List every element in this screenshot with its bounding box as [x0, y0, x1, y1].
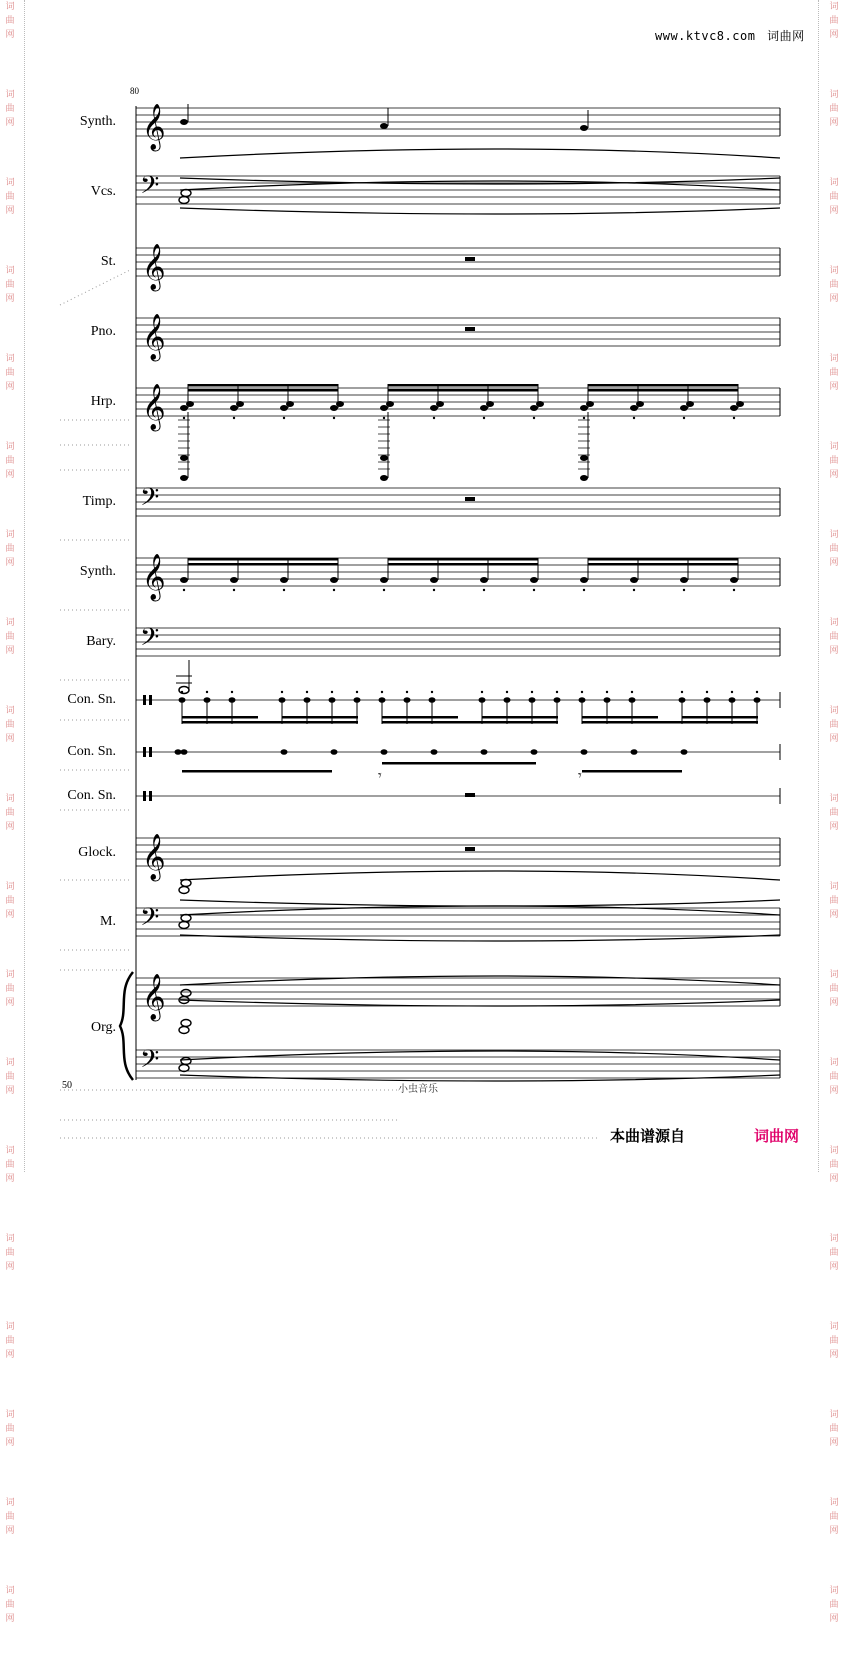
instrument-label-glock: Glock.: [78, 845, 116, 860]
staccato-dot: [433, 417, 435, 419]
note-head: [586, 401, 594, 407]
staccato-dot: [231, 691, 233, 693]
bass-clef-icon: 𝄢: [140, 483, 160, 518]
staccato-dot: [333, 417, 335, 419]
watermark-glyph-group: 词 曲 网: [5, 1234, 15, 1272]
harp-beam: [388, 389, 538, 392]
page-number: 50: [62, 1080, 72, 1091]
instrument-label-m: M.: [100, 914, 116, 929]
snare-beam: [582, 721, 758, 724]
bass-clef-icon: 𝄢: [140, 623, 160, 658]
watermark-glyph-group: 词 曲 网: [5, 1058, 15, 1096]
percussion-clef-icon: [143, 695, 146, 705]
watermark-glyph-group: 词 曲 网: [829, 1058, 839, 1096]
watermark-glyph-group: 词 曲 网: [829, 266, 839, 304]
site-url-text: www.ktvc8.com: [655, 29, 756, 43]
watermark-glyph-group: 词 曲 网: [5, 706, 15, 744]
synth-beam: [388, 563, 538, 566]
tie-slur: [180, 181, 780, 190]
note-head: [436, 401, 444, 407]
staccato-dot: [381, 691, 383, 693]
note-head: [336, 401, 344, 407]
note-head: [331, 749, 338, 755]
instrument-label-con-sn-3: Con. Sn.: [67, 788, 116, 803]
note-head: [530, 577, 538, 583]
tie-slur: [180, 900, 780, 906]
note-head: [180, 455, 188, 461]
staff: [136, 903, 780, 938]
watermark-glyph-group: 词 曲 网: [829, 970, 839, 1008]
note-head: [730, 405, 738, 411]
watermark-glyph-group: 词 曲 网: [5, 354, 15, 392]
note-head: [386, 401, 394, 407]
note-head: [380, 577, 388, 583]
synth-beam: [388, 558, 538, 561]
site-name-text: 词曲网: [767, 29, 805, 43]
note-head: [686, 401, 694, 407]
percussion-clef-icon: [143, 747, 146, 757]
snare-beam: [582, 770, 682, 773]
note-head: [179, 887, 189, 894]
note-head: [179, 1065, 189, 1072]
harp-beam: [588, 389, 738, 392]
note-head: [230, 577, 238, 583]
staccato-dot: [483, 589, 485, 591]
staccato-dot: [306, 691, 308, 693]
staccato-dot: [606, 691, 608, 693]
tie-slur: [180, 906, 780, 915]
note-head: [481, 749, 488, 755]
watermark-glyph-group: 词 曲 网: [829, 442, 839, 480]
staff: [136, 171, 780, 206]
note-head: [380, 405, 388, 411]
staccato-dot: [506, 691, 508, 693]
snare-beam: [682, 716, 758, 719]
note-head: [630, 577, 638, 583]
whole-rest-icon: [465, 497, 475, 501]
tie-slur: [180, 976, 780, 985]
treble-clef-icon: 𝄞: [142, 384, 166, 430]
staccato-dot: [533, 589, 535, 591]
note-head: [431, 749, 438, 755]
staccato-dot: [356, 691, 358, 693]
note-head: [580, 125, 588, 131]
note-head: [181, 1020, 191, 1027]
snare-beam: [482, 716, 558, 719]
watermark-glyph-group: 词 曲 网: [5, 882, 15, 920]
staccato-dot: [481, 691, 483, 693]
watermark-glyph-group: 词 曲 网: [5, 90, 15, 128]
note-head: [631, 749, 638, 755]
staff: [136, 623, 780, 658]
note-head: [186, 401, 194, 407]
harp-beam: [588, 384, 738, 387]
note-head: [179, 197, 189, 204]
snare-beam: [382, 721, 558, 724]
note-head: [380, 123, 388, 129]
staccato-dot: [533, 417, 535, 419]
instrument-label-hrp: Hrp.: [90, 394, 116, 409]
note-head: [580, 475, 588, 481]
staccato-dot: [581, 691, 583, 693]
synth-beam: [588, 558, 738, 561]
footer-center-text: 小虫音乐: [398, 1084, 438, 1095]
bass-clef-icon: 𝄢: [140, 903, 160, 938]
staccato-dot: [233, 417, 235, 419]
note-head: [181, 880, 191, 887]
watermark-glyph-group: 词 曲 网: [829, 1322, 839, 1360]
harp-beam: [388, 384, 538, 387]
staccato-dot: [406, 691, 408, 693]
instrument-label-synth-2: Synth.: [79, 564, 116, 579]
instrument-label-timp: Timp.: [82, 494, 116, 509]
staff: [136, 244, 780, 292]
snare-beam: [582, 716, 658, 719]
note-head: [181, 190, 191, 197]
source-label: 本曲谱源自: [610, 1127, 686, 1145]
note-head: [680, 577, 688, 583]
staff: [136, 483, 780, 518]
staccato-dot: [556, 691, 558, 693]
note-head: [230, 405, 238, 411]
staff: [136, 314, 780, 362]
note-head: [486, 401, 494, 407]
tie-slur: [180, 871, 780, 880]
organ-brace: [120, 972, 133, 1080]
treble-clef-icon: 𝄞: [142, 974, 166, 1020]
note-head: [175, 749, 182, 755]
instrument-label-synth-1: Synth.: [79, 114, 116, 129]
whole-rest-icon: [465, 327, 475, 331]
synth-beam: [588, 563, 738, 566]
whole-rest-icon: [465, 847, 475, 851]
watermark-glyph-group: 词 曲 网: [829, 354, 839, 392]
note-head: [381, 749, 388, 755]
percussion-clef-icon: [149, 695, 152, 705]
tie-slur: [180, 208, 780, 214]
staccato-dot: [583, 589, 585, 591]
note-head: [636, 401, 644, 407]
snare-beam: [282, 716, 358, 719]
note-head: [580, 405, 588, 411]
staccato-dot: [333, 589, 335, 591]
watermark-glyph-group: 词 曲 网: [5, 178, 15, 216]
staff: [136, 974, 780, 1022]
harp-beam: [188, 384, 338, 387]
staccato-dot: [706, 691, 708, 693]
note-head: [180, 119, 188, 125]
watermark-glyph-group: 词 曲 网: [829, 1234, 839, 1272]
synth-beam: [188, 558, 338, 561]
note-head: [179, 922, 189, 929]
whole-rest-icon: [465, 257, 475, 261]
note-head: [430, 405, 438, 411]
staccato-dot: [633, 417, 635, 419]
instrument-label-pno: Pno.: [90, 324, 116, 339]
note-head: [179, 1027, 189, 1034]
note-head: [581, 749, 588, 755]
watermark-glyph-group: 词 曲 网: [5, 266, 15, 304]
note-head: [280, 577, 288, 583]
staccato-dot: [331, 691, 333, 693]
note-head: [536, 401, 544, 407]
tie-slur: [180, 149, 780, 158]
watermark-glyph-group: 词 曲 网: [5, 970, 15, 1008]
watermark-glyph-group: 词 曲 网: [829, 882, 839, 920]
note-head: [179, 687, 189, 694]
note-head: [280, 405, 288, 411]
watermark-glyph-group: 词 曲 网: [5, 530, 15, 568]
note-head: [281, 749, 288, 755]
staccato-dot: [733, 589, 735, 591]
staccato-dot: [733, 417, 735, 419]
note-head: [630, 405, 638, 411]
watermark-glyph-group: 词 曲 网: [5, 1322, 15, 1360]
staff: [136, 788, 780, 804]
staccato-dot: [731, 691, 733, 693]
note-head: [680, 405, 688, 411]
watermark-glyph-group: 词 曲 网: [5, 1586, 15, 1624]
watermark-glyph-group: 词 曲 网: [829, 794, 839, 832]
instrument-label-bary: Bary.: [86, 634, 116, 649]
staccato-dot: [683, 417, 685, 419]
watermark-glyph-group: 词 曲 网: [829, 1498, 839, 1536]
note-head: [330, 577, 338, 583]
note-head: [531, 749, 538, 755]
note-head: [681, 749, 688, 755]
note-head: [330, 405, 338, 411]
note-head: [580, 577, 588, 583]
percussion-clef-icon: [149, 747, 152, 757]
watermark-glyph-group: 词 曲 网: [5, 1146, 15, 1184]
watermark-glyph-group: 词 曲 网: [829, 530, 839, 568]
watermark-glyph-group: 词 曲 网: [829, 90, 839, 128]
staccato-dot: [756, 691, 758, 693]
treble-clef-icon: 𝄞: [142, 104, 166, 150]
note-head: [380, 455, 388, 461]
tie-slur: [180, 1000, 780, 1006]
watermark-glyph-group: 词 曲 网: [5, 794, 15, 832]
staccato-dot: [431, 691, 433, 693]
note-head: [286, 401, 294, 407]
watermark-glyph-group: 词 曲 网: [829, 1146, 839, 1184]
harp-beam: [188, 389, 338, 392]
staccato-dot: [183, 417, 185, 419]
note-head: [380, 475, 388, 481]
bass-clef-icon: 𝄢: [140, 1045, 160, 1080]
watermark-glyph-group: 词 曲 网: [5, 442, 15, 480]
staff: [136, 1045, 780, 1080]
treble-clef-icon: 𝄞: [142, 554, 166, 600]
instrument-label-org: Org.: [90, 1020, 116, 1035]
left-dotted-guides: [60, 270, 600, 1138]
note-head: [430, 577, 438, 583]
watermark-glyph-group: 词 曲 网: [5, 2, 15, 40]
instrument-label-vcs: Vcs.: [90, 184, 116, 199]
measure-number: 80: [130, 86, 139, 96]
snare-beam: [182, 770, 332, 773]
staccato-dot: [206, 691, 208, 693]
staccato-dot: [283, 417, 285, 419]
watermark-glyph-group: 词 曲 网: [5, 1410, 15, 1448]
staccato-dot: [183, 589, 185, 591]
staccato-dot: [633, 589, 635, 591]
watermark-glyph-group: 词 曲 网: [829, 2, 839, 40]
watermark-glyph-group: 词 曲 网: [829, 1410, 839, 1448]
note-head: [180, 405, 188, 411]
watermark-glyph-group: 词 曲 网: [829, 618, 839, 656]
whole-rest-icon: [465, 793, 475, 797]
percussion-clef-icon: [149, 791, 152, 801]
staccato-dot: [283, 589, 285, 591]
eighth-rest-icon: 𝄾: [378, 768, 382, 784]
note-head: [181, 990, 191, 997]
staccato-dot: [531, 691, 533, 693]
staccato-dot: [281, 691, 283, 693]
staccato-dot: [683, 589, 685, 591]
note-head: [181, 915, 191, 922]
snare-beam: [182, 721, 358, 724]
staccato-dot: [383, 589, 385, 591]
instrument-label-con-sn-1: Con. Sn.: [67, 692, 116, 707]
bass-clef-icon: 𝄢: [140, 171, 160, 206]
eighth-rest-icon: 𝄾: [578, 768, 582, 784]
staff: [136, 104, 780, 152]
treble-clef-icon: 𝄞: [142, 314, 166, 360]
note-head: [480, 405, 488, 411]
note-head: [181, 1058, 191, 1065]
note-head: [480, 577, 488, 583]
watermark-glyph-group: 词 曲 网: [829, 706, 839, 744]
staccato-dot: [181, 691, 183, 693]
staccato-dot: [483, 417, 485, 419]
note-head: [181, 749, 188, 755]
synth-beam: [188, 563, 338, 566]
staccato-dot: [433, 589, 435, 591]
note-head: [736, 401, 744, 407]
instrument-label-con-sn-2: Con. Sn.: [67, 744, 116, 759]
watermark-glyph-group: 词 曲 网: [5, 618, 15, 656]
treble-clef-icon: 𝄞: [142, 834, 166, 880]
source-brand: 词曲网: [754, 1127, 800, 1145]
watermark-glyph-group: 词 曲 网: [5, 1498, 15, 1536]
staccato-dot: [383, 417, 385, 419]
note-head: [180, 475, 188, 481]
percussion-clef-icon: [143, 791, 146, 801]
snare-beam: [382, 762, 536, 765]
note-head: [730, 577, 738, 583]
watermark-glyph-group: 词 曲 网: [829, 1586, 839, 1624]
tie-slur: [180, 1051, 780, 1060]
instrument-label-st: St.: [100, 254, 116, 269]
staccato-dot: [233, 589, 235, 591]
treble-clef-icon: 𝄞: [142, 244, 166, 290]
note-head: [580, 455, 588, 461]
note-head: [236, 401, 244, 407]
note-head: [530, 405, 538, 411]
note-head: [180, 577, 188, 583]
staccato-dot: [583, 417, 585, 419]
snare-beam: [182, 716, 258, 719]
watermark-glyph-group: 词 曲 网: [829, 178, 839, 216]
staccato-dot: [681, 691, 683, 693]
snare-beam: [382, 716, 458, 719]
staccato-dot: [631, 691, 633, 693]
